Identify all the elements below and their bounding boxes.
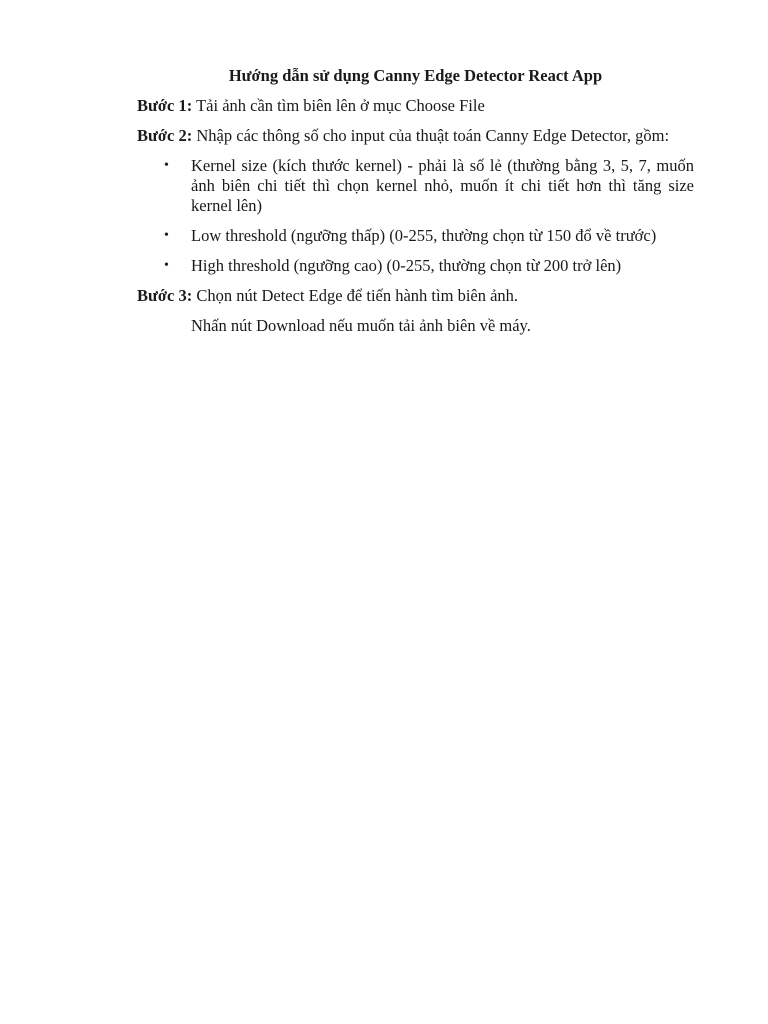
step-2-label: Bước 2: bbox=[137, 126, 193, 145]
document-page bbox=[137, 66, 694, 336]
step-3 bbox=[137, 286, 694, 306]
list-item-text: Low threshold (ngưỡng thấp) (0-255, thường chọn từ 150 đổ về trước) bbox=[191, 226, 657, 245]
step-1-label: Bước 1: bbox=[137, 96, 193, 115]
download-note: Nhấn nút Download nếu muốn tải ảnh biên về máy. bbox=[191, 316, 531, 335]
step-3-label: Bước 3: bbox=[137, 286, 193, 305]
bullet-icon: • bbox=[164, 228, 169, 243]
list-item-text: High threshold (ngưỡng cao) (0-255, thường chọn từ 200 trở lên) bbox=[191, 256, 622, 275]
bullet-icon: • bbox=[164, 258, 169, 273]
step-2-text: Nhập các thông số cho input của thuật toán Canny Edge Detector, gồm: bbox=[192, 126, 670, 145]
step-2 bbox=[137, 126, 694, 146]
list-item-kernel-size bbox=[137, 156, 694, 216]
list-item-text: Kernel size (kích thước kernel) - phải là số lẻ (thường bằng 3, 5, 7, muốn ảnh biên chi tiết thì chọn kernel nhỏ, muốn ít chi tiết hơn thì tăng size kernel lên) bbox=[191, 156, 694, 215]
bullet-icon: • bbox=[164, 158, 169, 173]
document-title: Hướng dẫn sử dụng Canny Edge Detector React App bbox=[228, 66, 603, 85]
list-item-high-threshold bbox=[137, 256, 694, 276]
list-item-low-threshold bbox=[137, 226, 694, 246]
parameter-list bbox=[137, 156, 694, 276]
step-3-text: Chọn nút Detect Edge để tiến hành tìm biên ảnh. bbox=[192, 286, 519, 305]
step-1 bbox=[137, 96, 694, 116]
step-1-text: Tải ảnh cần tìm biên lên ở mục Choose File bbox=[192, 96, 485, 115]
